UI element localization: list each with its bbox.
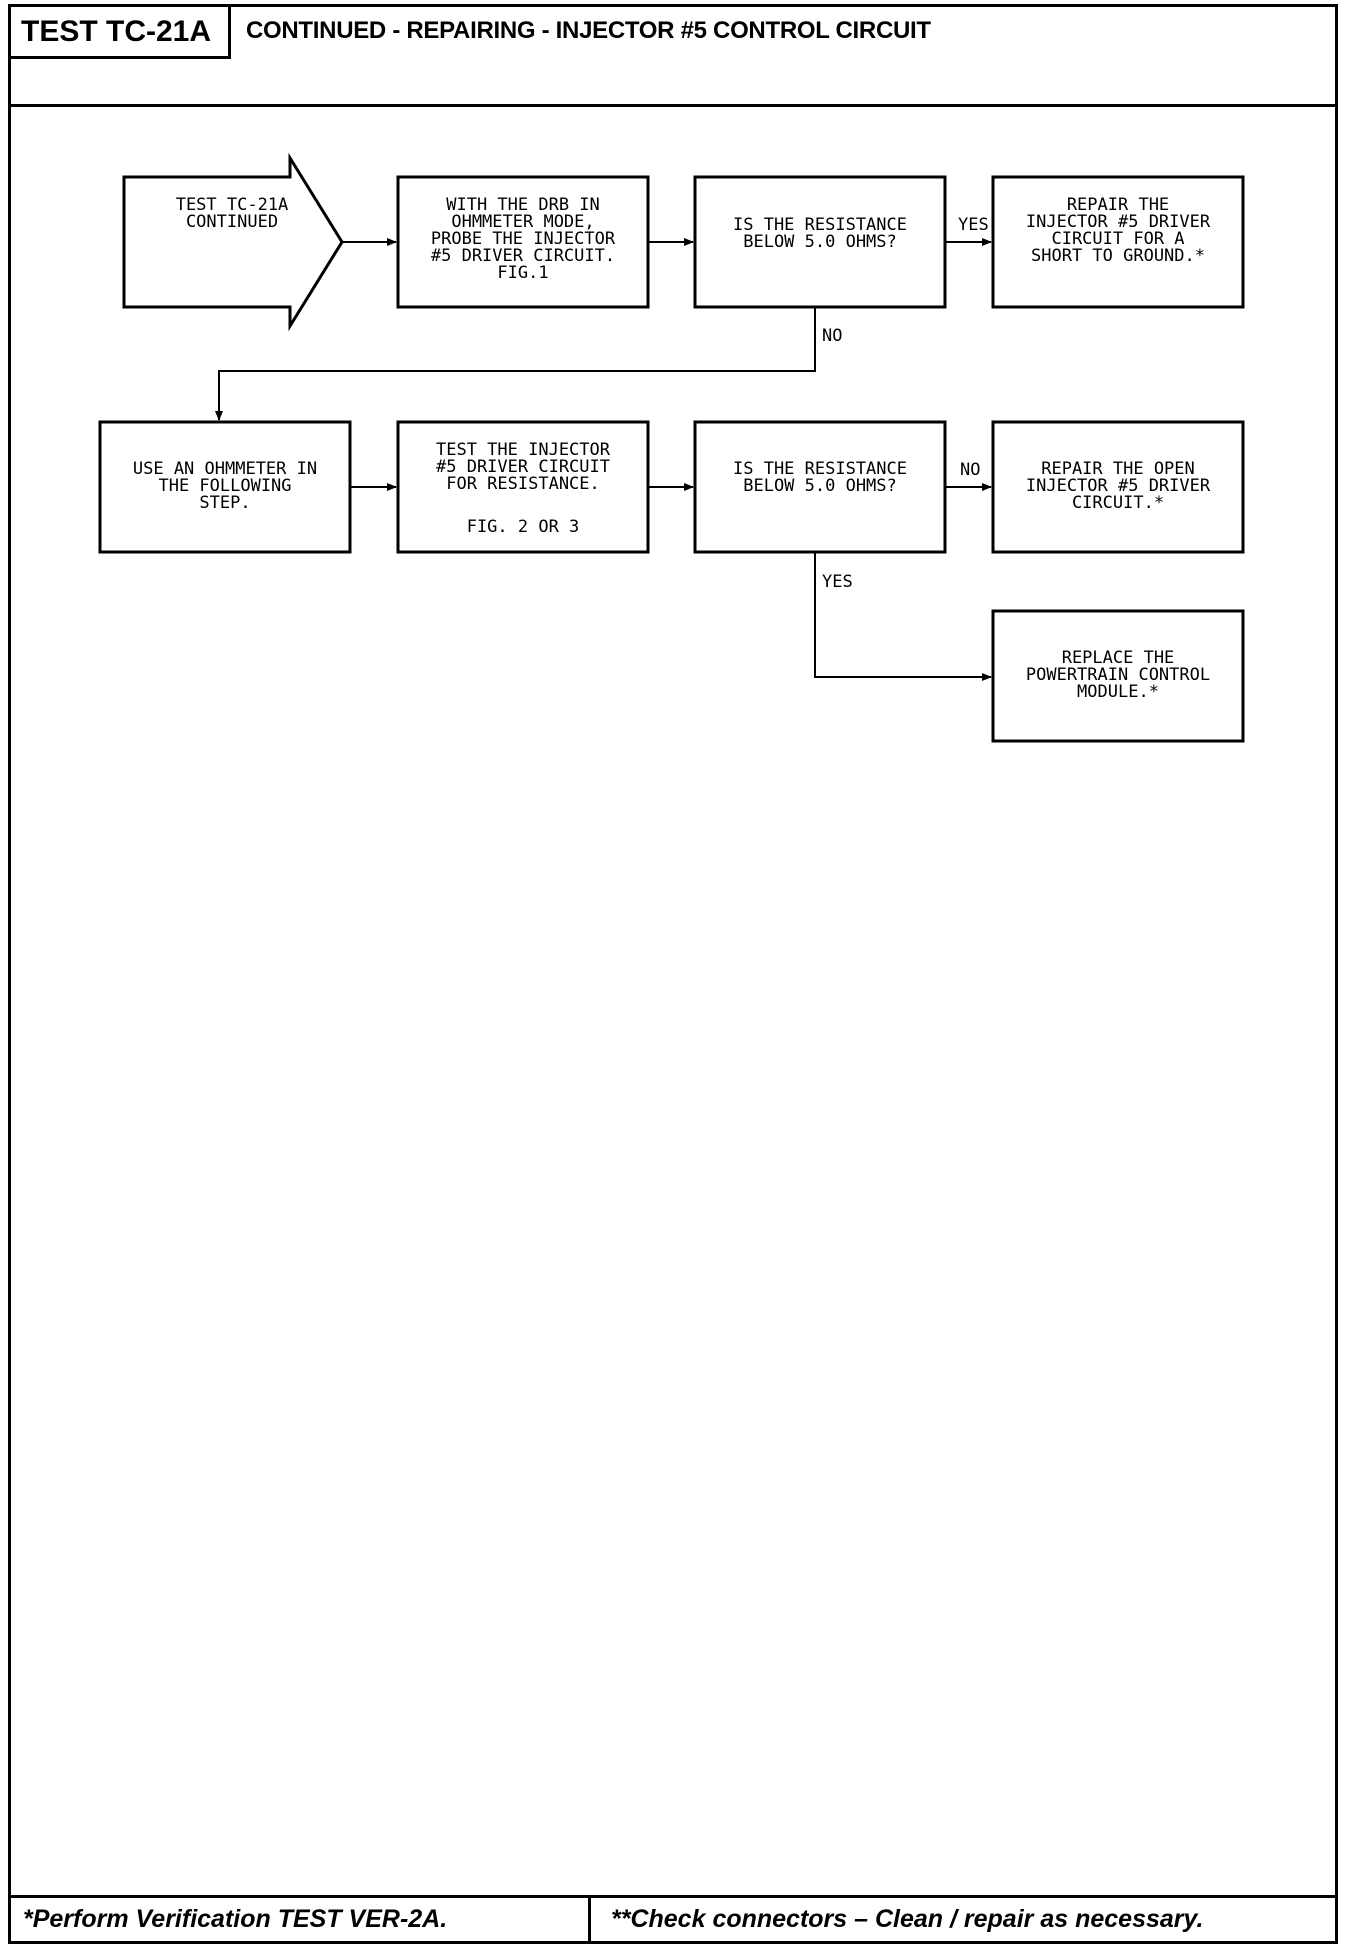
decision1-text <box>733 215 907 252</box>
label-d1-no: NO <box>822 326 843 346</box>
text-line: TEST THE INJECTOR <box>436 440 610 460</box>
text-line: CONTINUED <box>185 212 279 232</box>
step3-fig: FIG. 2 OR 3 <box>466 517 580 537</box>
text-line: TEST TC-21A <box>175 195 289 215</box>
text-line: USE AN OHMMETER IN <box>132 459 318 479</box>
text-line: SHORT TO GROUND.* <box>1031 246 1205 266</box>
text-line: IS THE RESISTANCE <box>733 459 907 479</box>
text-line: CIRCUIT FOR A <box>1051 229 1185 249</box>
text-line: REPAIR THE <box>1066 195 1170 215</box>
label-d1-yes: YES <box>958 215 989 235</box>
start-text <box>176 195 289 232</box>
text-line: POWERTRAIN CONTROL <box>1025 665 1211 685</box>
label-d2-yes: YES <box>822 572 853 592</box>
footer-note-verification: *Perform Verification TEST VER-2A. <box>11 1898 591 1941</box>
text-line: BELOW 5.0 OHMS? <box>743 232 897 252</box>
start-arrow-shape <box>124 158 342 326</box>
label-d2-no: NO <box>960 460 981 480</box>
test-id: TEST TC-21A <box>11 7 231 59</box>
decision2-text <box>733 459 907 496</box>
text-line: PROBE THE INJECTOR <box>430 229 616 249</box>
text-line: OHMMETER MODE, <box>451 212 595 232</box>
text-line: FOR RESISTANCE. <box>446 474 600 494</box>
text-line: REPLACE THE <box>1061 648 1175 668</box>
text-line: THE FOLLOWING <box>158 476 292 496</box>
text-line: BELOW 5.0 OHMS? <box>743 476 897 496</box>
text-line: MODULE.* <box>1077 682 1159 702</box>
text-line: WITH THE DRB IN <box>446 195 600 215</box>
text-line: IS THE RESISTANCE <box>733 215 907 235</box>
text-line: CIRCUIT.* <box>1071 493 1165 513</box>
text-line: STEP. <box>199 493 251 513</box>
text-line: INJECTOR #5 DRIVER <box>1025 212 1211 232</box>
text-line: REPAIR THE OPEN <box>1041 459 1195 479</box>
connector-decision2-yes <box>815 552 991 677</box>
text-line: #5 DRIVER CIRCUIT <box>436 457 610 477</box>
text-line: FIG.1 <box>497 263 549 283</box>
text-line: INJECTOR #5 DRIVER <box>1025 476 1211 496</box>
page-title: CONTINUED - REPAIRING - INJECTOR #5 CONTROL CIRCUIT <box>246 17 931 44</box>
step3-text <box>436 440 611 494</box>
text-line: #5 DRIVER CIRCUIT. <box>430 246 616 266</box>
footer-note-connectors: **Check connectors – Clean / repair as necessary. <box>611 1905 1204 1933</box>
connector-decision1-no <box>219 307 815 420</box>
